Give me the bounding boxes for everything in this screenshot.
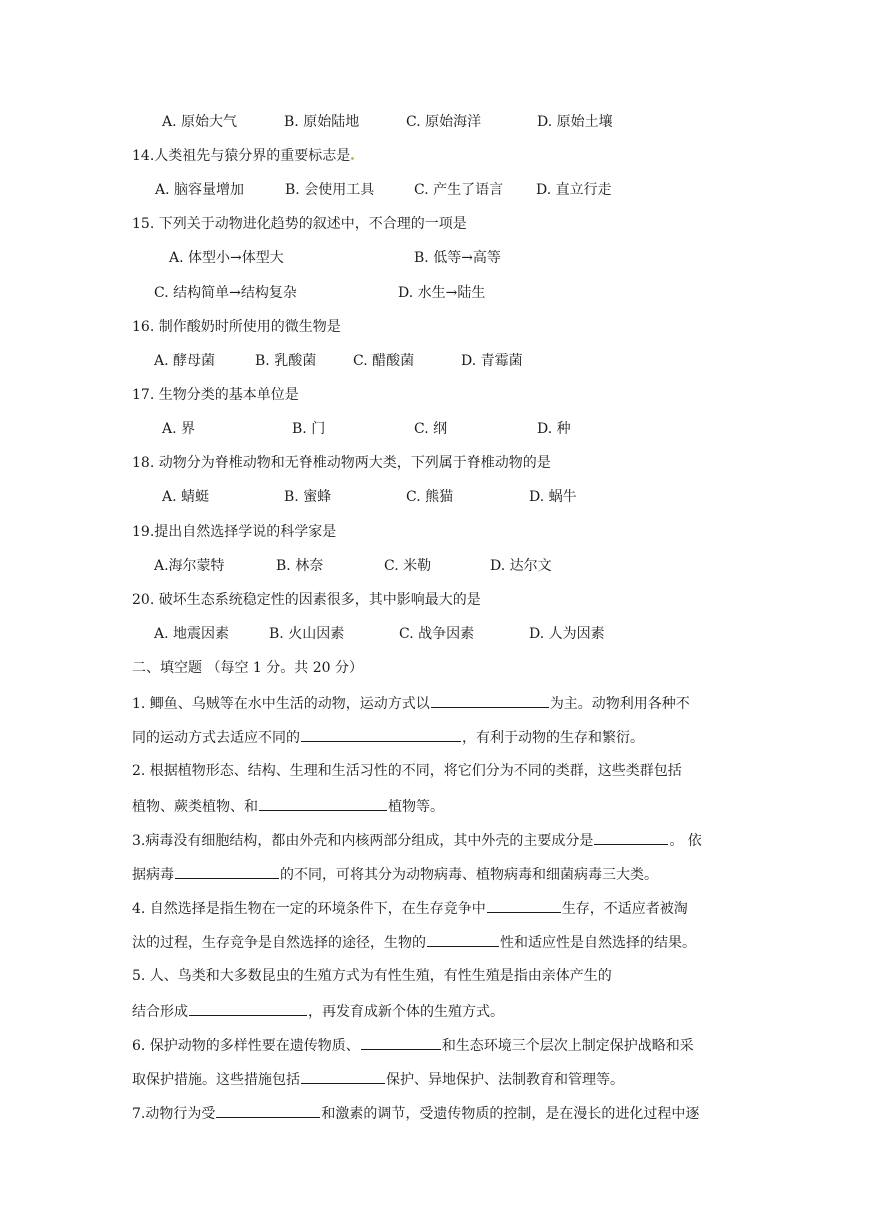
q16-option-b[interactable]: B. 乳酸菌	[255, 353, 317, 369]
answer-blank[interactable]	[487, 898, 561, 913]
q14-option-a[interactable]: A. 脑容量增加	[155, 182, 245, 198]
answer-blank[interactable]	[594, 830, 668, 845]
q14-option-b[interactable]: B. 会使用工具	[285, 182, 375, 198]
q16-stem: 16. 制作酸奶时所使用的微生物是	[132, 319, 341, 335]
q18-option-c[interactable]: C. 熊猫	[406, 489, 454, 505]
q19-stem: 19.提出自然选择学说的科学家是	[132, 524, 337, 540]
answer-blank[interactable]	[431, 693, 549, 708]
q13-option-a[interactable]: A. 原始大气	[162, 114, 238, 130]
q17-option-a[interactable]: A. 界	[162, 421, 196, 437]
q20-option-c[interactable]: C. 战争因素	[399, 626, 475, 642]
fill-6-line-2: 取保护措施。这些措施包括 保护、异地保护、法制教育和管理等。	[132, 1069, 624, 1089]
fill-3-line-2: 据病毒 的不同，可将其分为动物病毒、植物病毒和细菌病毒三大类。	[132, 864, 658, 884]
q15-option-c[interactable]: C. 结构简单→结构复杂	[154, 285, 297, 301]
answer-blank[interactable]	[301, 727, 461, 742]
q17-stem: 17. 生物分类的基本单位是	[132, 387, 299, 403]
answer-blank[interactable]	[259, 796, 387, 811]
q13-option-b[interactable]: B. 原始陆地	[284, 114, 360, 130]
q16-option-a[interactable]: A. 酵母菌	[154, 353, 216, 369]
fill-5-line-1: 5. 人、鸟类和大多数昆虫的生殖方式为有性生殖，有性生殖是指由亲体产生的	[132, 968, 612, 984]
q19-option-b[interactable]: B. 林奈	[276, 558, 324, 574]
fill-2-line-2: 植物、蕨类植物、和 植物等。	[132, 796, 444, 816]
q17-option-d[interactable]: D. 种	[537, 421, 571, 437]
fill-1-line-1: 1. 鲫鱼、乌贼等在水中生活的动物，运动方式以 为主。动物利用各种不	[132, 693, 690, 713]
q14-option-d[interactable]: D. 直立行走	[536, 182, 612, 198]
section-title: 二、填空题 （每空 1 分。共 20 分）	[132, 660, 363, 676]
fill-5-line-2: 结合形成 ，再发育成新个体的生殖方式。	[132, 1001, 504, 1021]
q18-option-a[interactable]: A. 蜻蜓	[162, 489, 210, 505]
q18-option-d[interactable]: D. 蜗牛	[529, 489, 577, 505]
answer-blank[interactable]	[301, 1069, 385, 1084]
q19-option-c[interactable]: C. 米勒	[384, 558, 432, 574]
answer-blank[interactable]	[175, 864, 279, 879]
fill-2-line-1: 2. 根据植物形态、结构、生理和生活习性的不同，将它们分为不同的类群，这些类群包括	[132, 763, 682, 779]
answer-blank[interactable]	[216, 1103, 320, 1118]
fill-7-line-1: 7.动物行为受 和激素的调节，受遗传物质的控制，是在漫长的进化过程中逐	[132, 1103, 699, 1123]
q17-option-c[interactable]: C. 纲	[414, 421, 448, 437]
q20-option-b[interactable]: B. 火山因素	[269, 626, 345, 642]
answer-blank[interactable]	[361, 1035, 441, 1050]
q18-stem: 18. 动物分为脊椎动物和无脊椎动物两大类，下列属于脊椎动物的是	[132, 455, 551, 471]
q15-option-b[interactable]: B. 低等→高等	[414, 250, 501, 266]
fill-1-line-2: 同的运动方式去适应不同的 ，有利于动物的生存和繁衍。	[132, 727, 644, 747]
q20-option-a[interactable]: A. 地震因素	[154, 626, 230, 642]
q13-option-c[interactable]: C. 原始海洋	[406, 114, 482, 130]
q13-option-d[interactable]: D. 原始土壤	[537, 114, 613, 130]
q15-stem: 15. 下列关于动物进化趋势的叙述中，不合理的一项是	[132, 216, 467, 232]
stray-mark	[351, 157, 354, 160]
answer-blank[interactable]	[427, 932, 499, 947]
q20-option-d[interactable]: D. 人为因素	[529, 626, 605, 642]
fill-4-line-1: 4. 自然选择是指生物在一定的环境条件下，在生存竞争中 生存，不适应者被淘	[132, 898, 688, 918]
q14-stem: 14.人类祖先与猿分界的重要标志是	[132, 147, 354, 165]
q19-option-d[interactable]: D. 达尔文	[490, 558, 552, 574]
q18-option-b[interactable]: B. 蜜蜂	[284, 489, 332, 505]
q15-option-d[interactable]: D. 水生→陆生	[398, 285, 486, 301]
q17-option-b[interactable]: B. 门	[292, 421, 326, 437]
fill-6-line-1: 6. 保护动物的多样性要在遗传物质、 和生态环境三个层次上制定保护战略和采	[132, 1035, 694, 1055]
fill-3-line-1: 3.病毒没有细胞结构，都由外壳和内核两部分组成，其中外壳的主要成分是 。 依	[132, 830, 702, 850]
q15-option-a[interactable]: A. 体型小→体型大	[169, 250, 284, 266]
q19-option-a[interactable]: A.海尔蒙特	[154, 558, 225, 574]
q16-option-c[interactable]: C. 醋酸菌	[353, 353, 415, 369]
q14-option-c[interactable]: C. 产生了语言	[414, 182, 504, 198]
fill-4-line-2: 汰的过程，生存竞争是自然选择的途径，生物的 性和适应性是自然选择的结果。	[132, 932, 696, 952]
answer-blank[interactable]	[189, 1001, 307, 1016]
q16-option-d[interactable]: D. 青霉菌	[461, 353, 523, 369]
q20-stem: 20. 破坏生态系统稳定性的因素很多，其中影响最大的是	[132, 592, 481, 608]
